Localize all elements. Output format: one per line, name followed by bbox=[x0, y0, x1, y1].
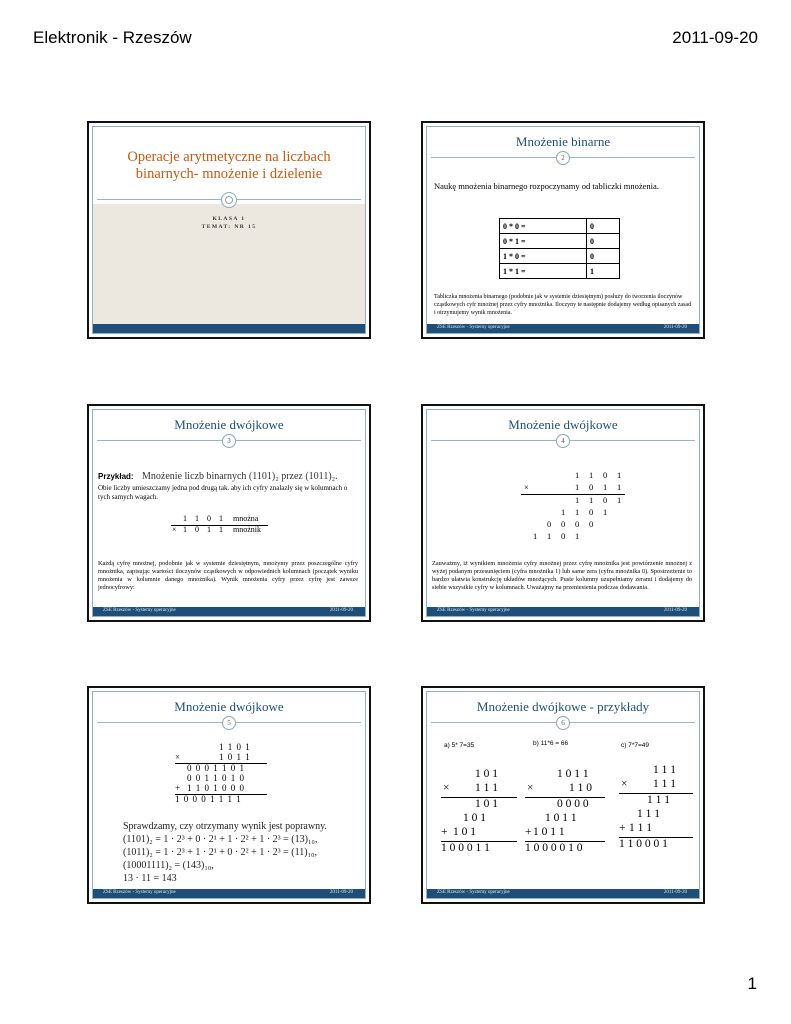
table-cell: 1 * 1 = bbox=[500, 264, 587, 279]
multiplier-row: 1 0 1 1 bbox=[219, 752, 251, 762]
times-sign: × bbox=[172, 525, 177, 534]
slide-5-title: Mnożenie dwójkowe bbox=[174, 699, 284, 714]
digit: 1 bbox=[589, 495, 594, 505]
check-title: Sprawdzamy, czy otrzymany wynik jest poprawny. bbox=[123, 821, 327, 832]
verification bbox=[123, 820, 327, 885]
footer-left: ZSE Rzeszów - Systemy operacyjne bbox=[103, 890, 176, 895]
digit: 1 bbox=[183, 514, 187, 523]
plus-sign: + bbox=[619, 822, 626, 834]
times-sign: × bbox=[621, 778, 628, 790]
partial-row: 1 1 1 bbox=[629, 822, 652, 834]
class-label: KLASA 1 bbox=[212, 216, 246, 222]
table-cell: 0 bbox=[587, 219, 620, 234]
ornament-icon bbox=[221, 192, 237, 208]
table-cell: 0 bbox=[587, 234, 620, 249]
slide-6 bbox=[421, 686, 705, 904]
plus-sign: + bbox=[175, 783, 181, 793]
partial-row: 1 0 1 1 bbox=[545, 812, 577, 824]
times-sign: × bbox=[443, 782, 450, 794]
example-c bbox=[617, 764, 700, 854]
digit: 1 bbox=[603, 507, 608, 517]
digit: 0 bbox=[589, 482, 594, 492]
slide-number: 4 bbox=[556, 434, 570, 448]
digit: 1 bbox=[183, 525, 187, 534]
digit: 1 bbox=[219, 525, 223, 534]
multiplicand-row: 1 0 1 bbox=[475, 768, 498, 780]
partial-row: 1 1 1 bbox=[647, 794, 670, 806]
multiplier-row: 1 1 0 bbox=[569, 782, 592, 794]
table-cell: 0 * 0 = bbox=[500, 219, 587, 234]
slide-2-intro: Naukę mnożenia binarnego rozpoczynamy od tabliczki mnożenia. bbox=[434, 181, 659, 191]
plus-sign: + bbox=[441, 826, 448, 838]
multiplicand-row: 1 1 0 1 bbox=[219, 742, 251, 752]
example-c-label: c) 7*7=49 bbox=[621, 742, 650, 749]
times-sign: × bbox=[524, 482, 529, 492]
digit: 1 bbox=[617, 470, 622, 480]
partial-row: 1 0 1 bbox=[453, 826, 476, 838]
partial-row: 1 1 1 bbox=[637, 808, 660, 820]
times-sign: × bbox=[527, 782, 534, 794]
digit: 1 bbox=[575, 470, 580, 480]
digit: 1 bbox=[195, 514, 199, 523]
digit: 0 bbox=[589, 519, 594, 529]
digit: 0 bbox=[561, 519, 566, 529]
equation: 13 · 11 = 143 bbox=[123, 873, 177, 884]
table-row bbox=[500, 234, 620, 249]
slide-4 bbox=[421, 404, 705, 622]
slide-footer bbox=[427, 889, 699, 898]
footer-left: ZSE Rzeszów - Systemy operacyjne bbox=[437, 890, 510, 895]
result-row: 1 0 0 0 0 1 0 bbox=[525, 842, 583, 854]
slide-footer bbox=[93, 889, 365, 898]
full-multiplication bbox=[173, 742, 283, 816]
digit: 1 bbox=[575, 531, 580, 541]
multiplier-label: mnożnik bbox=[233, 525, 261, 534]
digit: 1 bbox=[219, 514, 223, 523]
multiplicand-label: mnożna bbox=[233, 514, 259, 523]
footer-date: 2011-09-20 bbox=[329, 608, 353, 613]
example-label: Przykład: bbox=[98, 472, 134, 481]
slide-3-title: Mnożenie dwójkowe bbox=[174, 417, 284, 432]
result-row: 1 1 0 0 0 1 bbox=[619, 838, 668, 850]
digit: 0 bbox=[603, 470, 608, 480]
slide-4-note: Zauważmy, iż wynikiem mnożenia cyfry mnożnej przez cyfrę mnożnika jest powtórzenie mnożnej z wyżej podanym przesunięciem (cyfra mnożnika 1) lub same zera (cyfra mnożnika 0). Spostrzeżenie to bardzo ułatwia konstrukcję układów mnożących. Puste kolumny uzupełniamy zerami i dodajemy do siebie wszystkie cyfry w kolumnach. Uważajmy na przeniesienia podczas dodawania. bbox=[432, 560, 692, 591]
footer-date: 2011-09-20 bbox=[663, 890, 687, 895]
topic-label: TEMAT: NR 15 bbox=[201, 224, 257, 230]
slide-5 bbox=[87, 686, 371, 904]
partial-row: 1 1 0 1 0 0 0 bbox=[187, 783, 245, 793]
partial-products bbox=[524, 470, 637, 550]
times-sign: × bbox=[175, 752, 181, 762]
digit: 1 bbox=[617, 482, 622, 492]
table-cell: 0 * 1 = bbox=[500, 234, 587, 249]
partial-row: 0 0 1 1 0 1 0 bbox=[187, 773, 245, 783]
table-row bbox=[500, 219, 620, 234]
digit: 1 bbox=[575, 507, 580, 517]
multiplication-setup bbox=[169, 514, 319, 538]
digit: 0 bbox=[561, 531, 566, 541]
underline bbox=[171, 525, 268, 526]
equation: (1011)₂ = 1 · 2³ + 1 · 2¹ + 0 · 2² + 1 · 2³ = (11)₁₀, bbox=[123, 847, 318, 858]
slide-2 bbox=[421, 121, 705, 339]
slide-footer bbox=[427, 607, 699, 616]
example-b bbox=[521, 768, 611, 858]
slide-6-title: Mnożenie dwójkowe - przykłady bbox=[476, 699, 650, 714]
slide-3 bbox=[87, 404, 371, 622]
slide-4-title: Mnożenie dwójkowe bbox=[508, 417, 618, 432]
digit: 1 bbox=[575, 482, 580, 492]
plus-sign: + bbox=[525, 826, 532, 838]
table-cell: 1 * 0 = bbox=[500, 249, 587, 264]
partial-row: 0 0 0 1 1 0 1 bbox=[187, 763, 245, 773]
digit: 0 bbox=[589, 507, 594, 517]
slide-footer bbox=[93, 607, 365, 616]
digit: 1 bbox=[561, 507, 566, 517]
slide-3-line1: Obie liczby umieszczamy jedna pod drugą tak. aby ich cyfry znalazły się w kolumnach o tych samych wagach. bbox=[98, 484, 348, 501]
slide-2-note: Tabliczka mnożenia binarnego (podobnie jak w systemie dziesiętnym) posłuży do tworzenia iloczynów cząstkowych cyfr mnożnej przez cyfry mnożnika. Iloczyny te następnie dodajemy według opisanych zasad i otrzymujemy wynik mnożenia. bbox=[434, 294, 692, 316]
table-row bbox=[500, 264, 620, 279]
digit: 1 bbox=[575, 495, 580, 505]
footer-left: ZSE Rzeszów - Systemy operacyjne bbox=[437, 325, 510, 330]
equation: (10001111)₂ = (143)₁₀, bbox=[123, 860, 214, 871]
example-b-label: b) 11*6 = 66 bbox=[533, 740, 569, 747]
table-cell: 0 bbox=[587, 249, 620, 264]
multiplier-row: 1 1 1 bbox=[475, 782, 498, 794]
footer-left: ZSE Rzeszów - Systemy operacyjne bbox=[103, 608, 176, 613]
digit: 1 bbox=[533, 531, 538, 541]
slide-1-title: Operacje arytmetyczne na liczbach binarnych- mnożenie i dzielenie bbox=[127, 149, 331, 182]
partial-row: 0 0 0 0 bbox=[557, 798, 589, 810]
digit: 0 bbox=[195, 525, 199, 534]
partial-row: 1 0 1 1 bbox=[533, 826, 565, 838]
result-row: 1 0 0 0 1 1 1 1 bbox=[175, 794, 242, 804]
slide-2-title: Mnożenie binarne bbox=[515, 134, 611, 149]
partial-row: 1 0 1 bbox=[463, 812, 486, 824]
table-row bbox=[500, 249, 620, 264]
footer-left: ZSE Rzeszów - Systemy operacyjne bbox=[437, 608, 510, 613]
digit: 0 bbox=[603, 495, 608, 505]
digit: 1 bbox=[589, 470, 594, 480]
slide-footer bbox=[427, 324, 699, 333]
result-row: 1 0 0 0 1 1 bbox=[441, 842, 490, 854]
digit: 0 bbox=[575, 519, 580, 529]
slide-number: 3 bbox=[222, 434, 236, 448]
slide-number: 5 bbox=[222, 716, 236, 730]
digit: 1 bbox=[207, 525, 211, 534]
multiplicand-row: 1 1 1 bbox=[653, 764, 676, 776]
footer-date: 2011-09-20 bbox=[663, 608, 687, 613]
table-cell: 1 bbox=[587, 264, 620, 279]
header-date: 2011-09-20 bbox=[672, 28, 758, 47]
footer-date: 2011-09-20 bbox=[329, 890, 353, 895]
digit: 0 bbox=[207, 514, 211, 523]
page-number: 1 bbox=[747, 974, 757, 993]
digit: 1 bbox=[547, 531, 552, 541]
slide-1-subtitle bbox=[93, 215, 365, 231]
multiplicand-row: 1 0 1 1 bbox=[557, 768, 589, 780]
slide-1 bbox=[87, 121, 371, 339]
example-text: Mnożenie liczb binarnych (1101)₂ przez (1011)₂. bbox=[142, 471, 338, 482]
slide-number: 2 bbox=[556, 151, 570, 165]
multiplier-row: 1 1 1 bbox=[653, 778, 676, 790]
slide-3-note: Każdą cyfrę mnożnej, podobnie jak w systemie dziesiętnym, mnożymy przez poszczególne cyfry mnożnika, zapisując wartości iloczynów cząstkowych w odpowiednich kolumnach (początek wyniku mnożenia w kolumnie danego mnożnika). Wynik mnożenia cyfry przez cyfrę jest zawsze jednocyfrowy: bbox=[98, 560, 358, 591]
digit: 1 bbox=[603, 482, 608, 492]
partial-row: 1 0 1 bbox=[475, 798, 498, 810]
example-line bbox=[98, 466, 338, 484]
underline bbox=[521, 494, 625, 495]
binary-multiplication-table bbox=[499, 218, 620, 279]
digit: 1 bbox=[617, 495, 622, 505]
slide-number: 6 bbox=[556, 716, 570, 730]
example-a bbox=[441, 768, 521, 858]
header-left: Elektronik - Rzeszów bbox=[33, 28, 192, 47]
equation: (1101)₂ = 1 · 2³ + 0 · 2¹ + 1 · 2² + 1 · 2³ = (13)₁₀, bbox=[123, 834, 318, 845]
digit: 0 bbox=[547, 519, 552, 529]
slide-footer bbox=[93, 324, 365, 333]
example-a-label: a) 5* 7=35 bbox=[444, 742, 475, 749]
footer-date: 2011-09-20 bbox=[663, 325, 687, 330]
